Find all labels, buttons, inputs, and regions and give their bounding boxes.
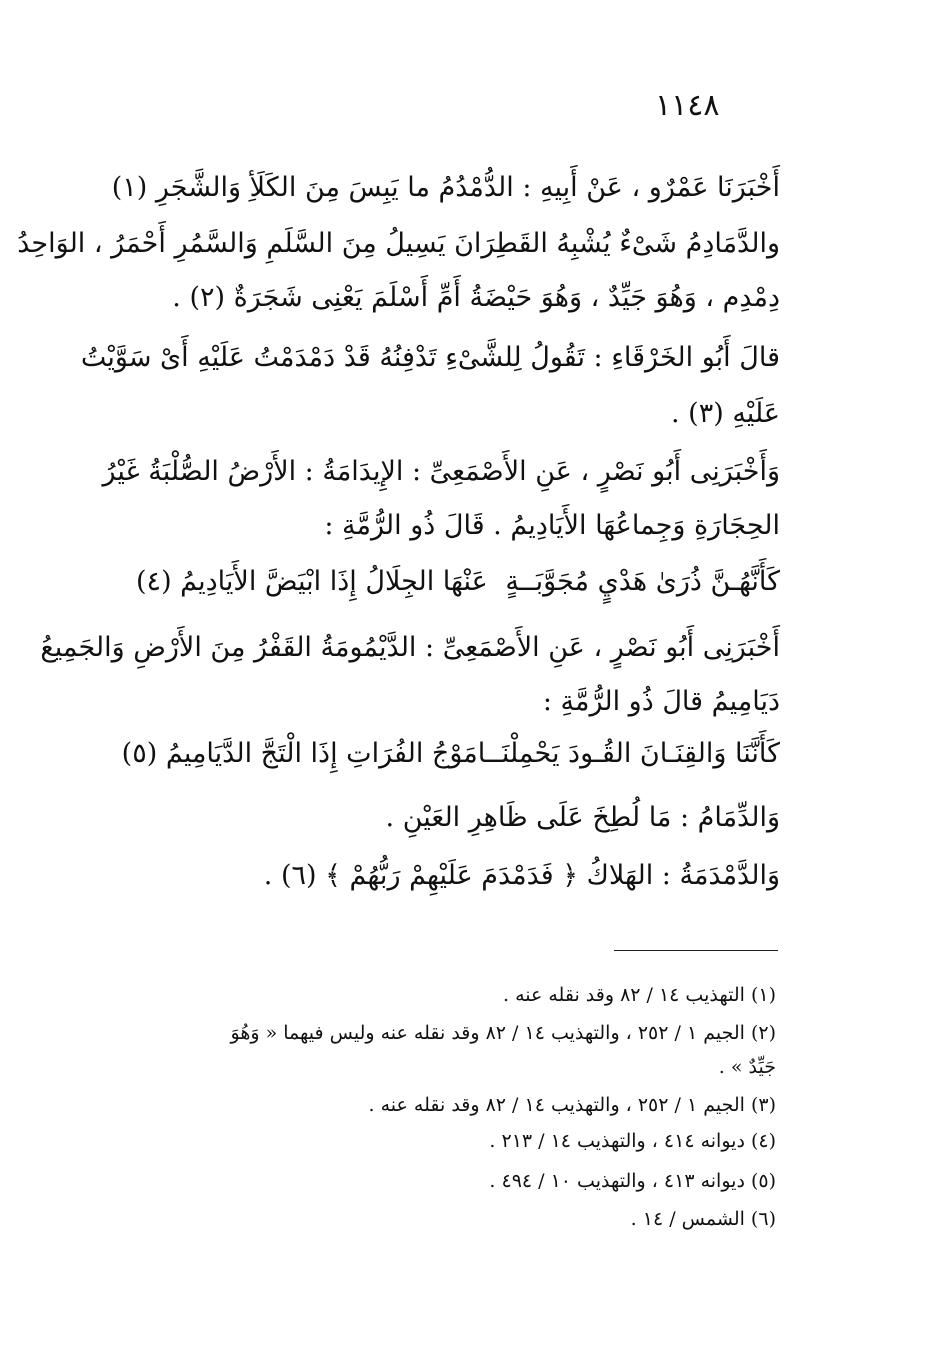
body-line: دَيَامِيمُ قالَ ذُو الرُّمَّةِ :	[542, 686, 780, 717]
footnote: (٤) ديوانه ٤١٤ ، والتهذيب ١٤ / ٢١٣ .	[489, 1130, 776, 1152]
footnote: (١) التهذيب ١٤ / ٨٢ وقد نقله عنه .	[503, 984, 776, 1006]
footnote: (٥) ديوانه ٤١٣ ، والتهذيب ١٠ / ٤٩٤ .	[489, 1170, 776, 1192]
body-line: وَالدَّمْدَمَةُ : الهَلاكُ ﴿ فَدَمْدَمَ عَلَيْهِمْ رَبُّهُمْ ﴾ (٦) .	[263, 860, 780, 891]
verse-second-hemistich: مَوْجُ الفُرَاتِ إِذَا الْتَجَّ الدَّيَامِيمُ (٥)	[121, 738, 478, 769]
footnote: (٣) الجيم ١ / ٢٥٢ ، والتهذيب ١٤ / ٨٢ وقد نقله عنه .	[368, 1094, 776, 1116]
body-line: وَأَخْبَرَنِى أَبُو نَصْرٍ ، عَنِ الأَصْمَعِىِّ : الإِيدَامَةُ : الأَرْضُ الصُّلْبَةُ غَيْرُ	[102, 456, 780, 487]
body-line: قالَ أَبُو الخَرْقَاءِ : تَقُولُ لِلشَّىْءِ تَدْفِنُهُ قَدْ دَمْدَمْتُ عَلَيْهِ أَىْ سَوَّيْتُ	[80, 342, 780, 373]
footnote: (٦) الشمس / ١٤ .	[630, 1208, 776, 1230]
footnote: (٢) الجيم ١ / ٢٥٢ ، والتهذيب ١٤ / ٨٢ وقد نقله عنه وليس فيهما « وَهُوَ	[230, 1022, 776, 1044]
page-number: ١١٤٨	[655, 88, 720, 123]
body-line: عَلَيْهِ (٣) .	[670, 398, 780, 429]
verse-first-hemistich: كَأَنَّنَا وَالقِنَـانَ القُـودَ يَحْمِلْنَــا	[477, 738, 780, 769]
footnote-divider	[614, 950, 778, 951]
verse-second-hemistich: عَنْهَا الجِلَالُ إِذَا ابْيَضَّ الأَيَادِيمُ (٤)	[136, 566, 488, 597]
body-line: أَخْبَرَنِى أَبُو نَصْرٍ ، عَنِ الأَصْمَعِىِّ : الدَّيْمُومَةُ القَفْرُ مِنَ الأَرْضِ وَالجَمِيعُ	[40, 632, 780, 663]
footnote: جَيِّدٌ » .	[718, 1056, 776, 1078]
verse-first-hemistich: كَأَنَّهُـنَّ ذُرَىٰ هَدْيٍ مُجَوَّبَــةٍ	[505, 566, 780, 597]
body-line: الحِجَارَةِ وَجِماعُهَا الأَيَادِيمُ . قَالَ ذُو الرُّمَّةِ :	[324, 510, 780, 541]
body-line: والدَّمَادِمُ شَىْءٌ يُشْبِهُ القَطِرَانَ يَسِيلُ مِنَ السَّلَمِ وَالسَّمُرِ أَحْمَرُ ، الوَاحِدُ	[17, 228, 780, 259]
poetry-verse	[121, 738, 780, 769]
body-line: أَخْبَرَنَا عَمْرٌو ، عَنْ أَبِيهِ : الدُّمْدُمُ ما يَبِسَ مِنَ الكَلَأِ وَالشَّجَرِ (١)	[111, 172, 780, 203]
body-line: دِمْدِم ، وَهُوَ جَيِّدٌ ، وَهُوَ حَيْضَةُ أَمِّ أَسْلَمَ يَعْنِى شَجَرَةٌ (٢) .	[172, 282, 780, 313]
poetry-verse	[136, 566, 780, 597]
body-line: وَالدِّمَامُ : مَا لُطِخَ عَلَى ظَاهِرِ العَيْنِ .	[385, 802, 780, 833]
